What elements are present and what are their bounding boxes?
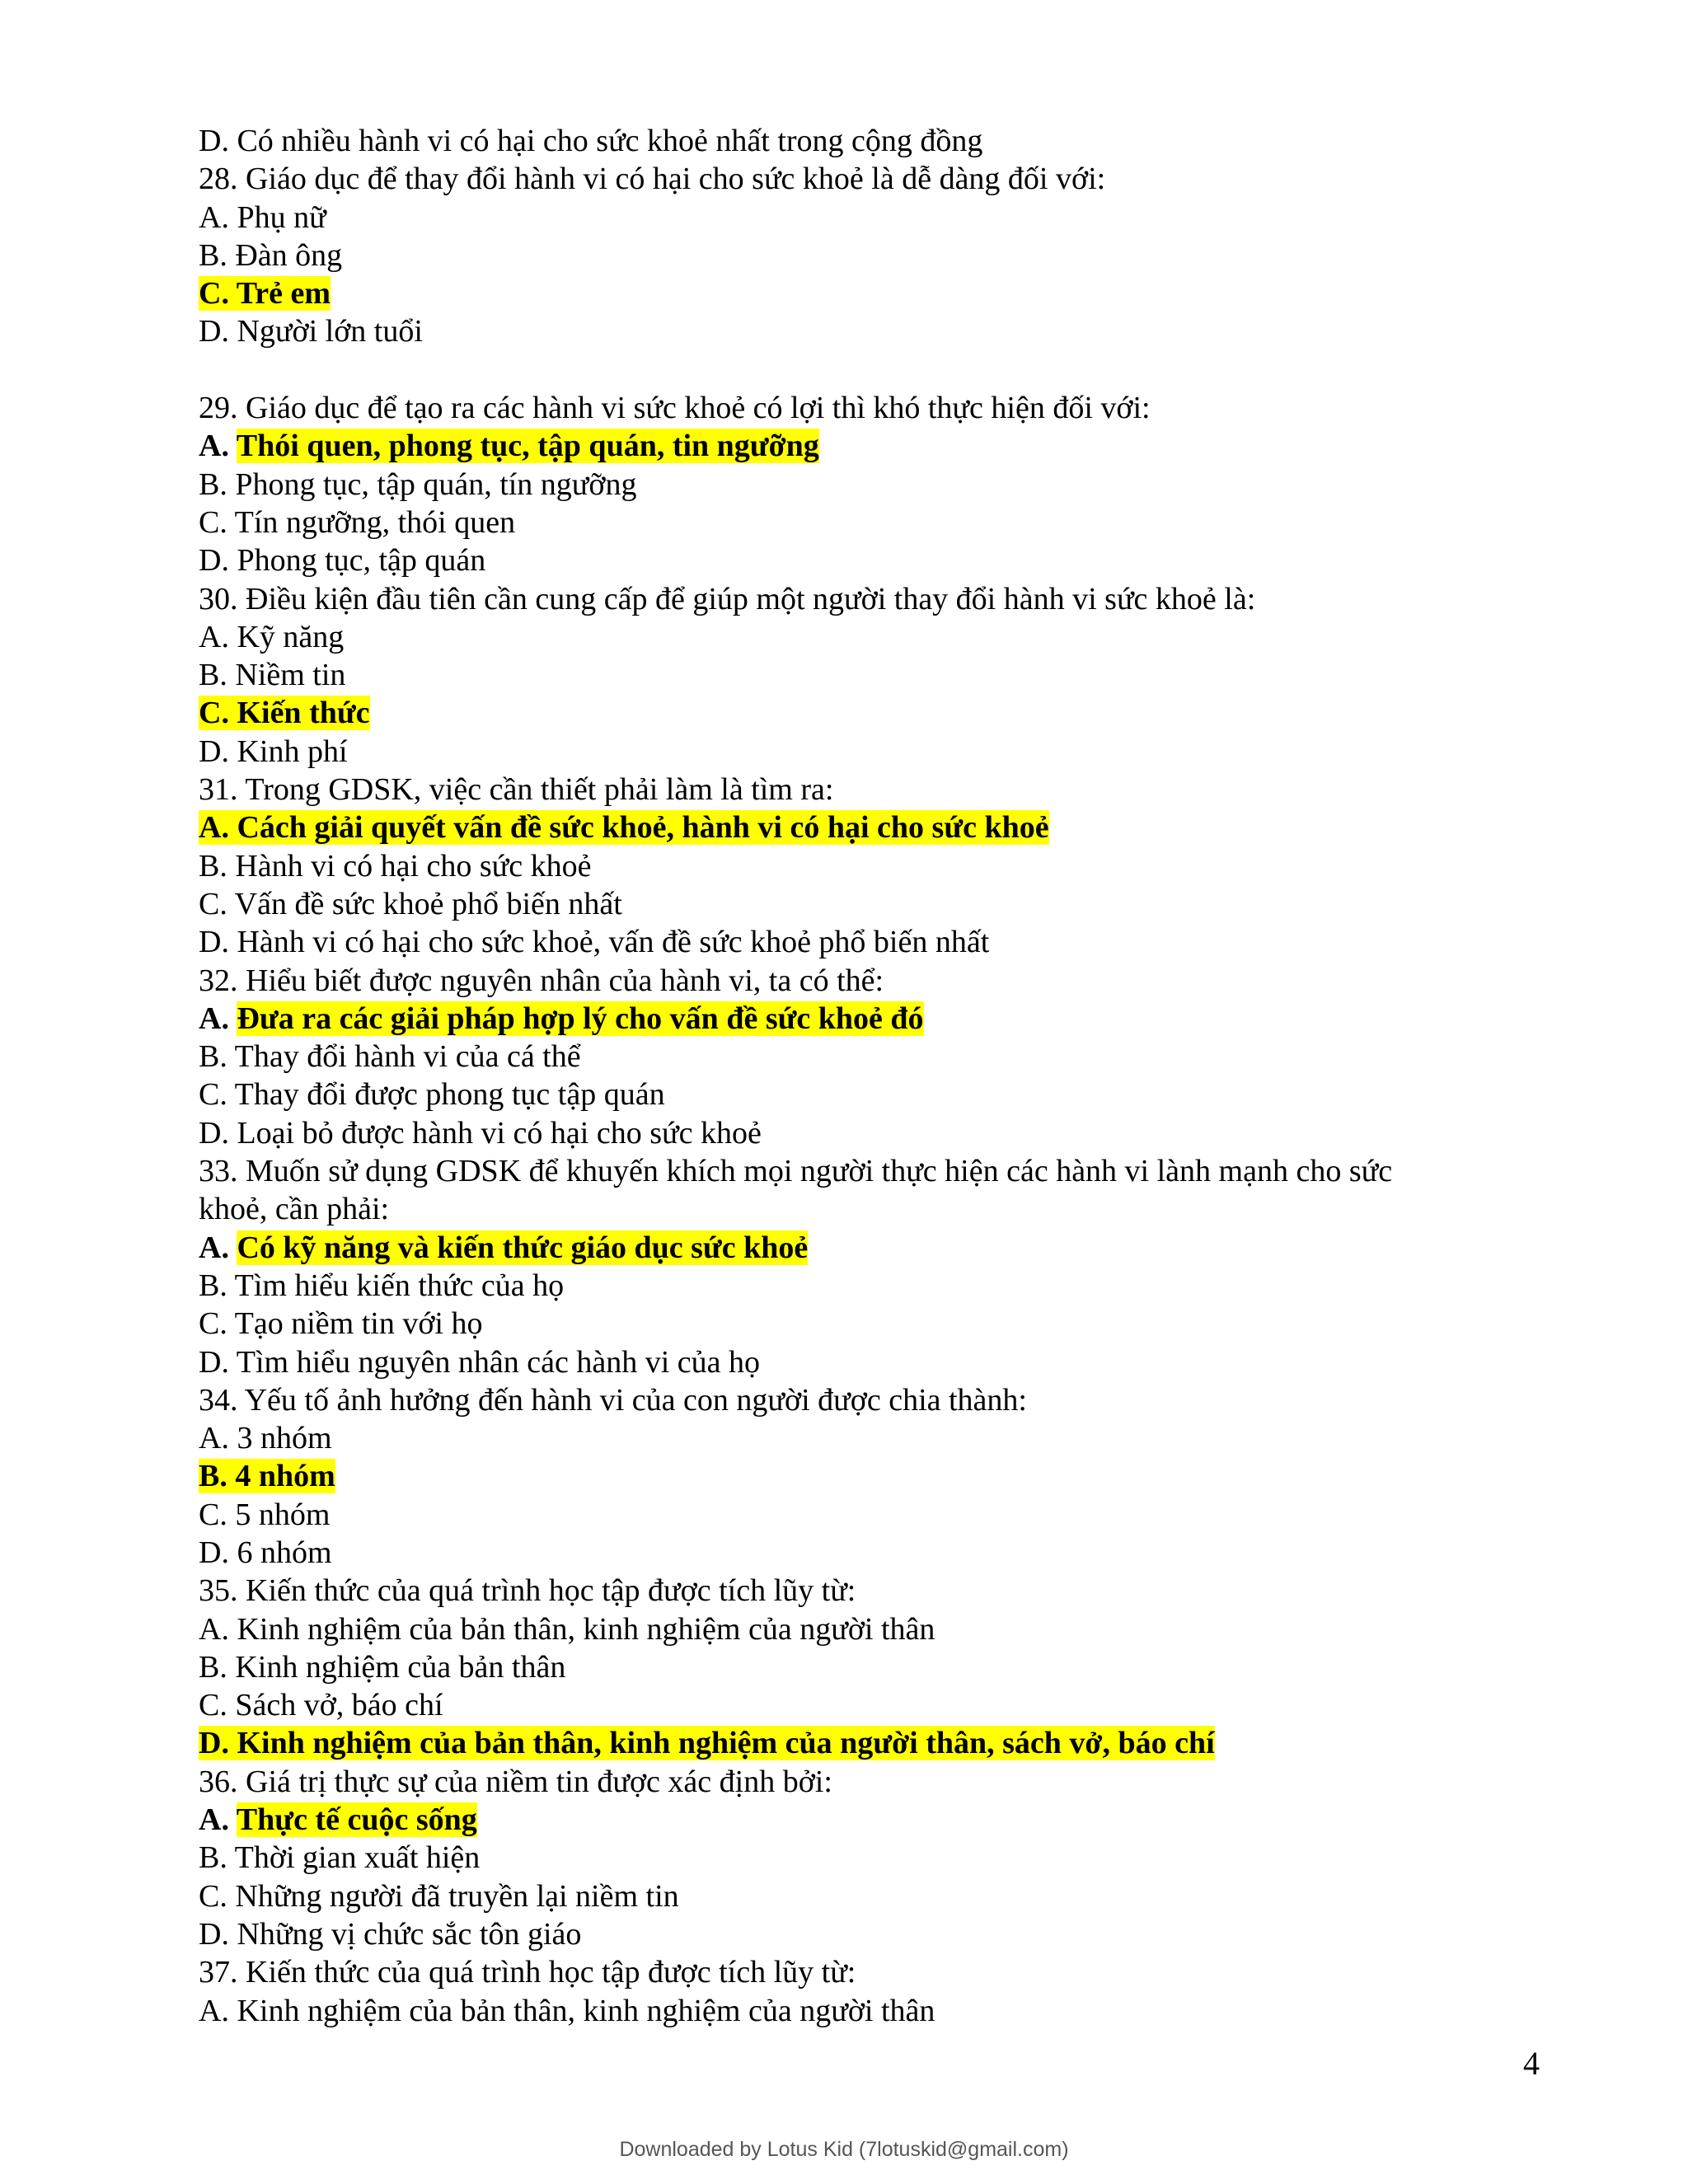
answer-option: D. Những vị chức sắc tôn giáo (199, 1916, 582, 1952)
spacer (199, 351, 1484, 389)
answer-option: D. Loại bỏ được hành vi có hại cho sức khoẻ (199, 1115, 762, 1151)
answer-option: B. Đàn ông (199, 237, 343, 273)
answer-highlight (199, 276, 331, 311)
correct-answer (199, 427, 1484, 465)
correct-answer (199, 1724, 1484, 1762)
answer-highlight (199, 696, 370, 730)
answer-option: D. Có nhiều hành vi có hại cho sức khoẻ nhất trong cộng đồng (199, 124, 983, 158)
correct-answer (199, 1457, 1484, 1495)
question-text: 35. Kiến thức của quá trình học tập được tích lũy từ: (199, 1573, 856, 1609)
answer-label: A. (199, 429, 229, 464)
answer-option: B. Thời gian xuất hiện (199, 1840, 481, 1876)
answer-option: C. Tạo niềm tin với họ (199, 1306, 483, 1342)
answer-label: A. (199, 810, 229, 846)
answer-option: C. Vấn đề sức khoẻ phổ biến nhất (199, 886, 622, 921)
answer-highlight (199, 810, 1049, 845)
answer-label: D. (199, 1726, 229, 1761)
answer-text: Có kỹ năng và kiến thức giáo dục sức khoẻ (237, 1230, 809, 1265)
answer-option: A. Kinh nghiệm của bản thân, kinh nghiệm của người thân (199, 1611, 935, 1647)
question-text: 36. Giá trị thực sự của niềm tin được xác định bởi: (199, 1764, 832, 1799)
question-text: 31. Trong GDSK, việc cần thiết phải làm là tìm ra: (199, 772, 834, 808)
question-text: 29. Giáo dục để tạo ra các hành vi sức khoẻ có lợi thì khó thực hiện đối với: (199, 391, 1151, 426)
answer-option: C. Những người đã truyền lại niềm tin (199, 1878, 679, 1914)
answer-option: A. Kỹ năng (199, 619, 345, 654)
answer-option: D. Kinh phí (199, 733, 348, 769)
question-text-continued: khoẻ, cần phải: (199, 1192, 390, 1227)
answer-option: B. Tìm hiểu kiến thức của họ (199, 1268, 565, 1303)
answer-text: Thực tế cuộc sống (236, 1802, 477, 1838)
answer-option: B. Kinh nghiệm của bản thân (199, 1649, 566, 1685)
answer-option: C. Thay đổi được phong tục tập quán (199, 1077, 665, 1113)
correct-answer (199, 808, 1484, 846)
question-text: 37. Kiến thức của quá trình học tập được tích lũy từ: (199, 1955, 856, 1990)
answer-text: Trẻ em (236, 276, 331, 312)
answer-option: B. Thay đổi hành vi của cá thể (199, 1039, 581, 1075)
answer-highlight (199, 1726, 1215, 1760)
question-text: 32. Hiểu biết được nguyên nhân của hành vi, ta có thể: (199, 963, 884, 998)
answer-option: C. Sách vở, báo chí (199, 1688, 443, 1723)
answer-label: A. (199, 1802, 229, 1838)
download-footer: Downloaded by Lotus Kid (7lotuskid@gmail.com) (619, 2138, 1069, 2161)
answer-label: A. (199, 1230, 229, 1265)
answer-text: Cách giải quyết vấn đề sức khoẻ, hành vi có hại cho sức khoẻ (237, 810, 1049, 846)
answer-option: B. Hành vi có hại cho sức khoẻ (199, 848, 592, 883)
answer-option: B. Phong tục, tập quán, tín ngưỡng (199, 466, 637, 502)
question-list (199, 122, 1484, 2030)
question-text: 30. Điều kiện đầu tiên cần cung cấp để giúp một người thay đổi hành vi sức khoẻ là: (199, 581, 1256, 616)
answer-text: Kiến thức (237, 696, 370, 731)
question-text: 34. Yếu tố ảnh hưởng đến hành vi của con người được chia thành: (199, 1382, 1027, 1418)
answer-highlight (199, 1459, 335, 1493)
page-number: 4 (1523, 2045, 1540, 2082)
answer-option: A. Phụ nữ (199, 199, 326, 235)
answer-label: C. (199, 696, 229, 731)
answer-text: Đưa ra các giải pháp hợp lý cho vấn đề sức khoẻ đó (237, 1001, 924, 1036)
answer-label: B. (199, 1459, 227, 1494)
answer-option: D. Tìm hiểu nguyên nhân các hành vi của họ (199, 1344, 760, 1380)
answer-option: C. Tín ngưỡng, thói quen (199, 504, 516, 540)
correct-answer (199, 1801, 1484, 1839)
answer-option: A. Kinh nghiệm của bản thân, kinh nghiệm của người thân (199, 1993, 935, 2028)
answer-text: Thói quen, phong tục, tập quán, tin ngưỡng (236, 429, 819, 464)
answer-label: A. (199, 1001, 229, 1036)
answer-text: Kinh nghiệm của bản thân, kinh nghiệm của người thân, sách vở, báo chí (237, 1726, 1215, 1761)
correct-answer (199, 1229, 1484, 1267)
correct-answer (199, 694, 1484, 732)
answer-option: C. 5 nhóm (199, 1497, 331, 1532)
question-text: 33. Muốn sử dụng GDSK để khuyến khích mọi người thực hiện các hành vi lành mạnh cho sức (199, 1154, 1393, 1189)
answer-option: A. 3 nhóm (199, 1421, 332, 1456)
correct-answer (199, 1000, 1484, 1038)
answer-option: D. 6 nhóm (199, 1535, 332, 1570)
answer-option: D. Người lớn tuổi (199, 314, 423, 349)
answer-option: B. Niềm tin (199, 658, 346, 693)
answer-option: D. Hành vi có hại cho sức khoẻ, vấn đề sức khoẻ phổ biến nhất (199, 925, 990, 960)
answer-option: D. Phong tục, tập quán (199, 543, 486, 579)
question-text: 28. Giáo dục để thay đổi hành vi có hại cho sức khoẻ là dễ dàng đối với: (199, 162, 1106, 197)
answer-label: C. (199, 276, 229, 312)
answer-text: 4 nhóm (235, 1459, 335, 1494)
correct-answer (199, 274, 1484, 312)
